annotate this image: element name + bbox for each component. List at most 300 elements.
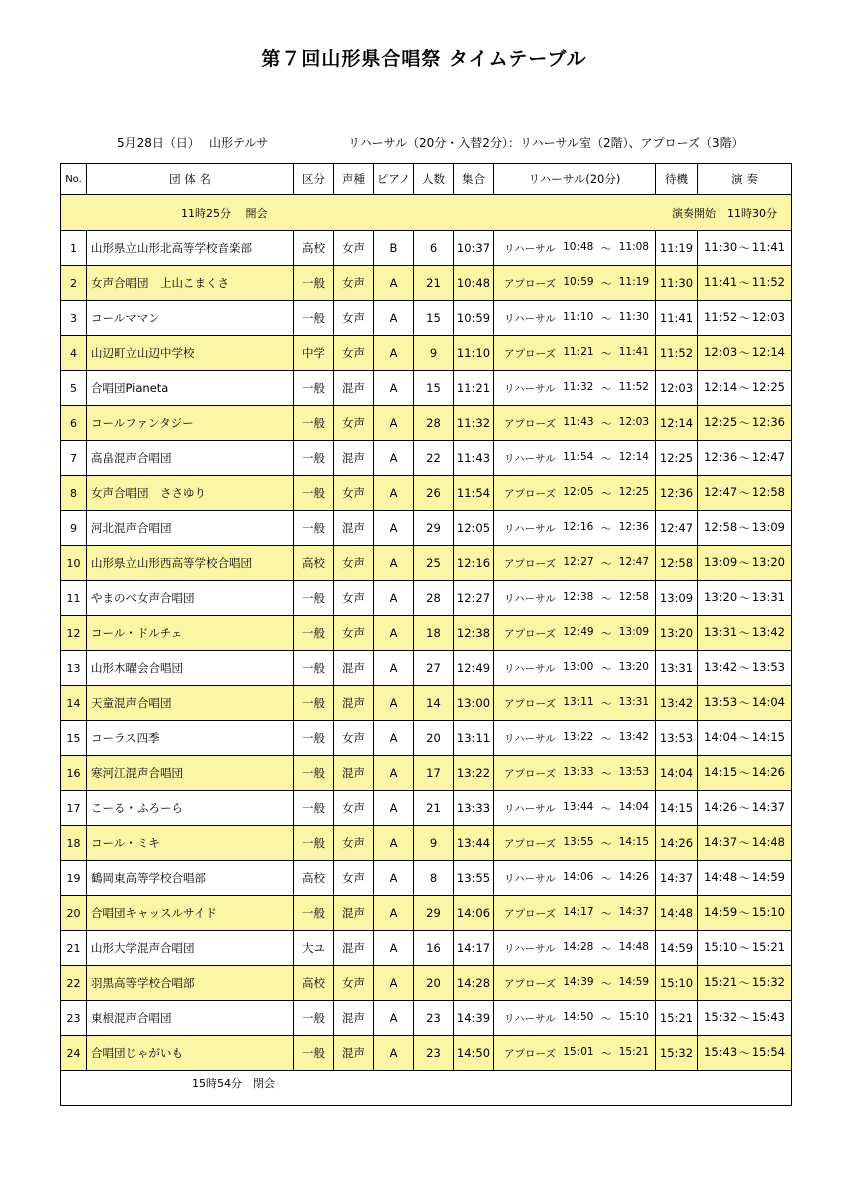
performance-cell (698, 756, 792, 791)
rehearsal-cell (494, 581, 656, 616)
row-no: 18 (61, 826, 87, 861)
choir-name: 山辺町立山辺中学校 (87, 336, 294, 371)
piano-type: A (374, 476, 414, 511)
assembly-time: 11:54 (454, 476, 494, 511)
rehearsal-room: リハーサル (504, 1012, 556, 1025)
performance-cell (698, 336, 792, 371)
piano-type: A (374, 791, 414, 826)
rehearsal-start: 14:50 (563, 1010, 594, 1023)
category: 一般 (294, 686, 334, 721)
assembly-time: 14:17 (454, 931, 494, 966)
voice-type: 女声 (334, 861, 374, 896)
tilde: ～ (600, 802, 612, 815)
tilde: ～ (738, 311, 751, 325)
voice-type: 女声 (334, 791, 374, 826)
performance-start: 15:43 (704, 1045, 738, 1059)
choir-name: 高畠混声合唱団 (87, 441, 294, 476)
tilde: ～ (600, 977, 612, 990)
performance-start: 12:47 (704, 485, 738, 499)
wait-time: 14:26 (656, 826, 698, 861)
voice-type: 女声 (334, 476, 374, 511)
assembly-time: 13:55 (454, 861, 494, 896)
voice-type: 混声 (334, 1036, 374, 1071)
performance-start: 13:42 (704, 660, 738, 674)
member-count: 9 (414, 826, 454, 861)
member-count: 17 (414, 756, 454, 791)
performance-end: 15:10 (751, 905, 785, 919)
member-count: 8 (414, 861, 454, 896)
voice-type: 混声 (334, 686, 374, 721)
category: 大ユ (294, 931, 334, 966)
rehearsal-end: 14:59 (618, 975, 649, 988)
rehearsal-end: 14:37 (618, 905, 649, 918)
tilde: ～ (600, 872, 612, 885)
rehearsal-room: アプローズ (504, 907, 556, 920)
rehearsal-start: 11:21 (563, 345, 594, 358)
voice-type: 混声 (334, 931, 374, 966)
row-no: 23 (61, 1001, 87, 1036)
tilde: ～ (738, 416, 751, 430)
performance-start: 15:10 (704, 940, 738, 954)
rehearsal-end: 15:21 (618, 1045, 649, 1058)
header-name: 団 体 名 (87, 164, 294, 195)
choir-name: 合唱団じゃがいも (87, 1036, 294, 1071)
rehearsal-end: 11:30 (618, 310, 649, 323)
rehearsal-cell (494, 756, 656, 791)
tilde: ～ (738, 276, 751, 290)
tilde: ～ (738, 346, 751, 360)
assembly-time: 13:11 (454, 721, 494, 756)
voice-type: 女声 (334, 266, 374, 301)
assembly-time: 11:43 (454, 441, 494, 476)
member-count: 15 (414, 301, 454, 336)
performance-end: 12:03 (751, 310, 785, 324)
voice-type: 女声 (334, 581, 374, 616)
performance-start: 11:30 (704, 240, 738, 254)
tilde: ～ (600, 942, 612, 955)
timetable (60, 163, 792, 1106)
table-row (61, 371, 792, 406)
tilde: ～ (600, 242, 612, 255)
member-count: 28 (414, 581, 454, 616)
event-venue: 山形テルサ (209, 136, 269, 150)
table-row (61, 931, 792, 966)
wait-time: 12:14 (656, 406, 698, 441)
wait-time: 15:10 (656, 966, 698, 1001)
voice-type: 混声 (334, 896, 374, 931)
wait-time: 14:15 (656, 791, 698, 826)
rehearsal-end: 14:04 (618, 800, 649, 813)
piano-type: A (374, 721, 414, 756)
tilde: ～ (738, 381, 751, 395)
performance-end: 13:31 (751, 590, 785, 604)
row-no: 5 (61, 371, 87, 406)
rehearsal-cell (494, 441, 656, 476)
performance-end: 12:58 (751, 485, 785, 499)
rehearsal-start: 12:05 (563, 485, 594, 498)
piano-type: A (374, 931, 414, 966)
piano-type: A (374, 581, 414, 616)
tilde: ～ (738, 521, 751, 535)
performance-end: 11:52 (751, 275, 785, 289)
rehearsal-room: リハーサル (504, 942, 556, 955)
piano-type: A (374, 616, 414, 651)
assembly-time: 10:48 (454, 266, 494, 301)
voice-type: 混声 (334, 756, 374, 791)
rehearsal-cell (494, 336, 656, 371)
choir-name: こーる・ふろーら (87, 791, 294, 826)
performance-start: 15:32 (704, 1010, 738, 1024)
choir-name: コール・ドルチェ (87, 616, 294, 651)
choir-name: コーラス四季 (87, 721, 294, 756)
tilde: ～ (600, 557, 612, 570)
tilde: ～ (600, 487, 612, 500)
member-count: 18 (414, 616, 454, 651)
performance-start: 14:04 (704, 730, 738, 744)
wait-time: 14:48 (656, 896, 698, 931)
tilde: ～ (600, 452, 612, 465)
table-row (61, 336, 792, 371)
choir-name: 羽黒高等学校合唱部 (87, 966, 294, 1001)
category: 一般 (294, 791, 334, 826)
assembly-time: 13:33 (454, 791, 494, 826)
member-count: 29 (414, 511, 454, 546)
wait-time: 14:04 (656, 756, 698, 791)
tilde: ～ (738, 661, 751, 675)
piano-type: A (374, 896, 414, 931)
wait-time: 11:19 (656, 231, 698, 266)
tilde: ～ (738, 1046, 751, 1060)
rehearsal-room: アプローズ (504, 767, 556, 780)
row-no: 17 (61, 791, 87, 826)
member-count: 15 (414, 371, 454, 406)
tilde: ～ (600, 837, 612, 850)
choir-name: 山形大学混声合唱団 (87, 931, 294, 966)
voice-type: 女声 (334, 546, 374, 581)
assembly-time: 13:44 (454, 826, 494, 861)
rehearsal-cell (494, 966, 656, 1001)
piano-type: A (374, 756, 414, 791)
row-no: 15 (61, 721, 87, 756)
wait-time: 15:32 (656, 1036, 698, 1071)
voice-type: 混声 (334, 651, 374, 686)
rehearsal-room: リハーサル (504, 522, 556, 535)
voice-type: 女声 (334, 231, 374, 266)
table-row (61, 791, 792, 826)
rehearsal-end: 14:26 (618, 870, 649, 883)
rehearsal-start: 13:11 (563, 695, 594, 708)
rehearsal-room: アプローズ (504, 1047, 556, 1060)
rehearsal-end: 14:48 (618, 940, 649, 953)
member-count: 21 (414, 791, 454, 826)
row-no: 19 (61, 861, 87, 896)
opening-banner (61, 195, 792, 231)
performance-end: 13:53 (751, 660, 785, 674)
row-no: 1 (61, 231, 87, 266)
rehearsal-cell (494, 371, 656, 406)
tilde: ～ (600, 522, 612, 535)
performance-start-text: 演奏開始 11時30分 (672, 207, 777, 220)
header-row (61, 164, 792, 195)
piano-type: A (374, 686, 414, 721)
rehearsal-cell (494, 791, 656, 826)
assembly-time: 12:49 (454, 651, 494, 686)
category: 一般 (294, 581, 334, 616)
rehearsal-cell (494, 546, 656, 581)
rehearsal-cell (494, 931, 656, 966)
choir-name: 合唱団キャッスルサイド (87, 896, 294, 931)
tilde: ～ (600, 1012, 612, 1025)
rehearsal-cell (494, 686, 656, 721)
wait-time: 13:09 (656, 581, 698, 616)
row-no: 12 (61, 616, 87, 651)
table-row (61, 546, 792, 581)
wait-time: 14:59 (656, 931, 698, 966)
member-count: 20 (414, 966, 454, 1001)
rehearsal-start: 14:06 (563, 870, 594, 883)
table-row (61, 721, 792, 756)
member-count: 25 (414, 546, 454, 581)
piano-type: A (374, 441, 414, 476)
piano-type: A (374, 861, 414, 896)
performance-cell (698, 791, 792, 826)
tilde: ～ (738, 696, 751, 710)
rehearsal-room: リハーサル (504, 662, 556, 675)
tilde: ～ (738, 556, 751, 570)
category: 一般 (294, 616, 334, 651)
wait-time: 12:25 (656, 441, 698, 476)
tilde: ～ (738, 801, 751, 815)
rehearsal-cell (494, 406, 656, 441)
rehearsal-end: 11:19 (618, 275, 649, 288)
voice-type: 混声 (334, 511, 374, 546)
performance-cell (698, 966, 792, 1001)
table-row (61, 406, 792, 441)
assembly-time: 10:59 (454, 301, 494, 336)
piano-type: A (374, 336, 414, 371)
rehearsal-start: 11:10 (563, 310, 594, 323)
table-row (61, 896, 792, 931)
rehearsal-start: 11:32 (563, 380, 594, 393)
wait-time: 11:52 (656, 336, 698, 371)
choir-name: コールファンタジー (87, 406, 294, 441)
rehearsal-cell (494, 301, 656, 336)
rehearsal-room: アプローズ (504, 557, 556, 570)
rehearsal-room: リハーサル (504, 242, 556, 255)
rehearsal-end: 13:53 (618, 765, 649, 778)
rehearsal-start: 13:22 (563, 730, 594, 743)
event-date: 5月28日（日） (117, 136, 200, 150)
tilde: ～ (738, 941, 751, 955)
performance-cell (698, 511, 792, 546)
rehearsal-end: 14:15 (618, 835, 649, 848)
choir-name: 合唱団Pianeta (87, 371, 294, 406)
closing-cell (61, 1071, 792, 1106)
performance-cell (698, 931, 792, 966)
performance-cell (698, 231, 792, 266)
category: 一般 (294, 301, 334, 336)
row-no: 22 (61, 966, 87, 1001)
row-no: 7 (61, 441, 87, 476)
assembly-time: 14:06 (454, 896, 494, 931)
performance-cell (698, 1001, 792, 1036)
rehearsal-cell (494, 721, 656, 756)
rehearsal-cell (494, 511, 656, 546)
choir-name: 山形木曜会合唱団 (87, 651, 294, 686)
table-row (61, 651, 792, 686)
category: 一般 (294, 371, 334, 406)
row-no: 4 (61, 336, 87, 371)
header-count: 人数 (414, 164, 454, 195)
rehearsal-cell (494, 826, 656, 861)
performance-cell (698, 1036, 792, 1071)
piano-type: A (374, 1001, 414, 1036)
rehearsal-cell (494, 231, 656, 266)
rehearsal-end: 13:42 (618, 730, 649, 743)
member-count: 9 (414, 336, 454, 371)
choir-name: コール・ミキ (87, 826, 294, 861)
rehearsal-cell (494, 266, 656, 301)
member-count: 23 (414, 1036, 454, 1071)
piano-type: A (374, 546, 414, 581)
performance-start: 11:41 (704, 275, 738, 289)
rehearsal-end: 13:20 (618, 660, 649, 673)
voice-type: 混声 (334, 441, 374, 476)
rehearsal-start: 13:33 (563, 765, 594, 778)
piano-type: A (374, 651, 414, 686)
closing-text: 15時54分 閉会 (192, 1077, 275, 1090)
table-row (61, 301, 792, 336)
rehearsal-start: 11:43 (563, 415, 594, 428)
rehearsal-end: 11:08 (618, 240, 649, 253)
rehearsal-start: 10:59 (563, 275, 594, 288)
voice-type: 女声 (334, 301, 374, 336)
rehearsal-end: 12:03 (618, 415, 649, 428)
row-no: 6 (61, 406, 87, 441)
category: 一般 (294, 651, 334, 686)
assembly-time: 12:38 (454, 616, 494, 651)
performance-cell (698, 581, 792, 616)
assembly-time: 14:28 (454, 966, 494, 1001)
tilde: ～ (600, 767, 612, 780)
rehearsal-room: アプローズ (504, 837, 556, 850)
wait-time: 12:36 (656, 476, 698, 511)
rehearsal-room: リハーサル (504, 802, 556, 815)
tilde: ～ (600, 1047, 612, 1060)
tilde: ～ (738, 451, 751, 465)
assembly-time: 12:16 (454, 546, 494, 581)
choir-name: 山形県立山形北高等学校音楽部 (87, 231, 294, 266)
choir-name: 東根混声合唱団 (87, 1001, 294, 1036)
tilde: ～ (738, 871, 751, 885)
row-no: 2 (61, 266, 87, 301)
rehearsal-room: リハーサル (504, 312, 556, 325)
tilde: ～ (738, 976, 751, 990)
rehearsal-start: 10:48 (563, 240, 594, 253)
table-row (61, 231, 792, 266)
tilde: ～ (738, 486, 751, 500)
category: 一般 (294, 721, 334, 756)
piano-type: B (374, 231, 414, 266)
rehearsal-start: 14:39 (563, 975, 594, 988)
choir-name: 寒河江混声合唱団 (87, 756, 294, 791)
performance-start: 14:15 (704, 765, 738, 779)
wait-time: 11:41 (656, 301, 698, 336)
rehearsal-room: アプローズ (504, 347, 556, 360)
row-no: 10 (61, 546, 87, 581)
tilde: ～ (600, 732, 612, 745)
member-count: 20 (414, 721, 454, 756)
rehearsal-start: 13:55 (563, 835, 594, 848)
rehearsal-start: 12:38 (563, 590, 594, 603)
header-category: 区分 (294, 164, 334, 195)
performance-cell (698, 616, 792, 651)
row-no: 8 (61, 476, 87, 511)
performance-cell (698, 406, 792, 441)
assembly-time: 10:37 (454, 231, 494, 266)
performance-start: 12:25 (704, 415, 738, 429)
rehearsal-room: アプローズ (504, 627, 556, 640)
assembly-time: 11:21 (454, 371, 494, 406)
assembly-time: 12:05 (454, 511, 494, 546)
rehearsal-start: 14:28 (563, 940, 594, 953)
rehearsal-room: リハーサル (504, 732, 556, 745)
row-no: 24 (61, 1036, 87, 1071)
member-count: 6 (414, 231, 454, 266)
category: 一般 (294, 441, 334, 476)
piano-type: A (374, 371, 414, 406)
closing-row (61, 1071, 792, 1106)
voice-type: 女声 (334, 616, 374, 651)
rehearsal-room: アプローズ (504, 487, 556, 500)
performance-end: 14:59 (751, 870, 785, 884)
row-no: 3 (61, 301, 87, 336)
rehearsal-note: リハーサル（20分・入替2分）：リハーサル室（2階）、アプローズ（3階） (348, 136, 744, 150)
performance-start: 13:53 (704, 695, 738, 709)
piano-type: A (374, 301, 414, 336)
rehearsal-room: アプローズ (504, 417, 556, 430)
table-row (61, 1001, 792, 1036)
voice-type: 混声 (334, 1001, 374, 1036)
piano-type: A (374, 826, 414, 861)
tilde: ～ (600, 312, 612, 325)
choir-name: 鶴岡東高等学校合唱部 (87, 861, 294, 896)
category: 高校 (294, 546, 334, 581)
tilde: ～ (600, 347, 612, 360)
wait-time: 12:03 (656, 371, 698, 406)
rehearsal-room: アプローズ (504, 697, 556, 710)
performance-end: 15:32 (751, 975, 785, 989)
rehearsal-start: 14:17 (563, 905, 594, 918)
choir-name: やまのべ女声合唱団 (87, 581, 294, 616)
performance-end: 15:54 (751, 1045, 785, 1059)
performance-cell (698, 651, 792, 686)
category: 一般 (294, 826, 334, 861)
rehearsal-room: リハーサル (504, 592, 556, 605)
tilde: ～ (738, 731, 751, 745)
rehearsal-cell (494, 616, 656, 651)
assembly-time: 12:27 (454, 581, 494, 616)
performance-cell (698, 686, 792, 721)
performance-cell (698, 546, 792, 581)
tilde: ～ (600, 592, 612, 605)
tilde: ～ (738, 1011, 751, 1025)
row-no: 20 (61, 896, 87, 931)
rehearsal-room: リハーサル (504, 872, 556, 885)
row-no: 16 (61, 756, 87, 791)
performance-start: 12:03 (704, 345, 738, 359)
performance-cell (698, 896, 792, 931)
